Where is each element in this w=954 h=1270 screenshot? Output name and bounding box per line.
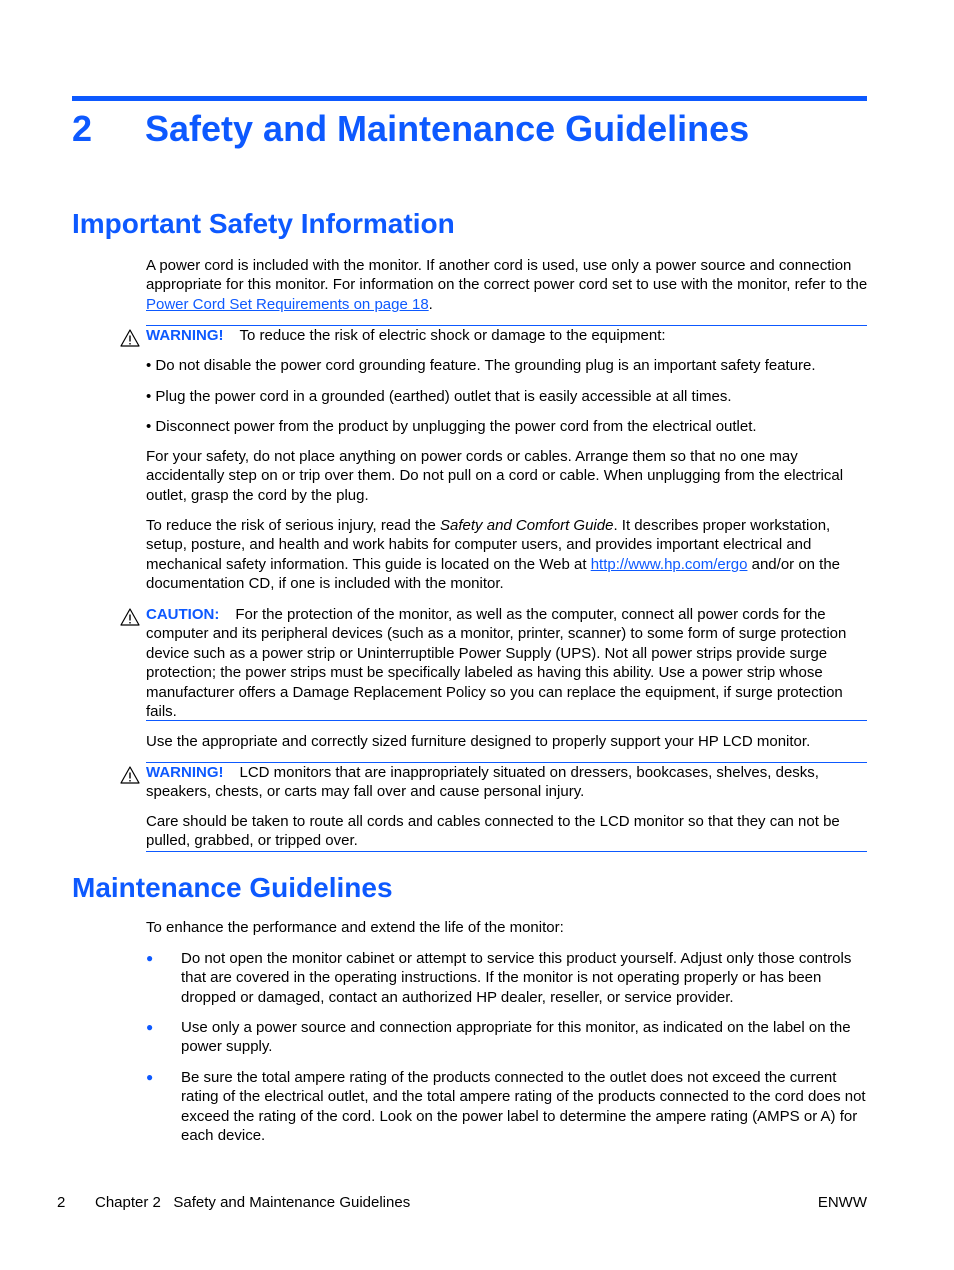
warning-label: WARNING! <box>146 327 224 344</box>
maintenance-bullet: Be sure the total ampere rating of the products connected to the outlet does not exceed the current rating of the electrical outlet, and the total ampere rating of the products connected to the cord does not exceed the rating of the cord. Look on the power label to determine the ampere rating (AMPS or A) for each device. <box>181 1069 866 1145</box>
maintenance-bullet: Use only a power source and connection appropriate for this monitor, as indicated on the label on the power supply. <box>181 1019 851 1056</box>
maintenance-bullet: Do not open the monitor cabinet or attempt to service this product yourself. Adjust only those controls that are covered in the operating instructions. If the monitor is not operating properly or has been dropped or damaged, contact an authorized HP dealer, reseller, or service provider. <box>181 950 852 1006</box>
bullet-dot: ● <box>146 951 154 965</box>
warning-triangle-icon <box>120 329 140 347</box>
caution-label: CAUTION: <box>146 606 220 623</box>
warning2: WARNING! LCD monitors that are inappropriately situated on dressers, bookcases, shelves, desks, speakers, chests, or carts may fall over and cause personal injury. <box>146 764 819 801</box>
caution-bottom-rule <box>146 720 867 721</box>
bullet-dot: ● <box>146 1020 154 1034</box>
warning-triangle-icon <box>120 766 140 784</box>
safety-intro: A power cord is included with the monitor. If another cord is used, use only a power source and connection appropriate for this monitor. For information on the correct power cord set to use with the monitor, refer to the Power Cord Set Requirements on page 18. <box>146 257 868 313</box>
chapter-rule <box>72 96 867 101</box>
power-cord-link[interactable]: Power Cord Set Requirements on page 18 <box>146 295 429 313</box>
warning-item: • Disconnect power from the product by unplugging the power cord from the electrical outlet. <box>146 418 757 435</box>
footer-code: ENWW <box>817 1194 867 1211</box>
hp-ergo-link[interactable]: http://www.hp.com/ergo <box>590 555 748 573</box>
page-number: 2 <box>57 1194 66 1211</box>
caution-notice: CAUTION: For the protection of the monitor, as well as the computer, connect all power cords for the computer and its peripheral devices (such as a monitor, printer, scanner) to some form of surge protection device such as a power strip or Uninterruptible Power Supply (UPS). Not all power strips provide surge protection; the power strips must be specifically labeled as having this ability. Use a power strip whose manufacturer offers a Damage Replacement Policy so you can replace the equipment, if surge protection fails. <box>146 606 847 721</box>
warning-item: • Do not disable the power cord grounding feature. The grounding plug is an important safety feature. <box>146 357 816 374</box>
guide-title: Safety and Comfort Guide <box>440 517 614 534</box>
chapter-title-text: Safety and Maintenance Guidelines <box>145 108 750 149</box>
comfort-guide-paragraph: To reduce the risk of serious injury, read the Safety and Comfort Guide. It describes proper workstation, setup, posture, and health and work habits for computer users, and provides important electrical and mechanical safety information. This guide is located on the Web at http://www.hp.com/ergo and/or on the documentation CD, if one is included with the monitor. <box>146 517 841 593</box>
warning2-bottom-rule <box>146 851 867 852</box>
maintenance-heading: Maintenance Guidelines <box>72 872 393 903</box>
chapter-number: 2 <box>72 108 93 149</box>
warning-label: WARNING! <box>146 764 224 781</box>
chapter-title <box>72 106 749 152</box>
maintenance-intro: To enhance the performance and extend the life of the monitor: <box>146 919 564 936</box>
footer-chapter-label: Chapter 2 Safety and Maintenance Guidelines <box>95 1194 411 1211</box>
warning1: WARNING! To reduce the risk of electric shock or damage to the equipment: <box>146 327 666 344</box>
safety-heading: Important Safety Information <box>72 208 455 239</box>
bullet-dot: ● <box>146 1070 154 1084</box>
warning-item: • Plug the power cord in a grounded (earthed) outlet that is easily accessible at all times. <box>146 388 732 405</box>
caution-triangle-icon <box>120 608 140 626</box>
furniture-paragraph: Use the appropriate and correctly sized furniture designed to properly support your HP LCD monitor. <box>146 733 811 750</box>
safety-paragraph: For your safety, do not place anything on power cords or cables. Arrange them so that no one may accidentally step on or trip over them. Do not pull on a cord or cable. When unplugging from the electrical outlet, grasp the cord by the plug. <box>146 448 844 504</box>
care-paragraph: Care should be taken to route all cords and cables connected to the LCD monitor so that they can not be pulled, grabbed, or tripped over. <box>146 813 840 850</box>
